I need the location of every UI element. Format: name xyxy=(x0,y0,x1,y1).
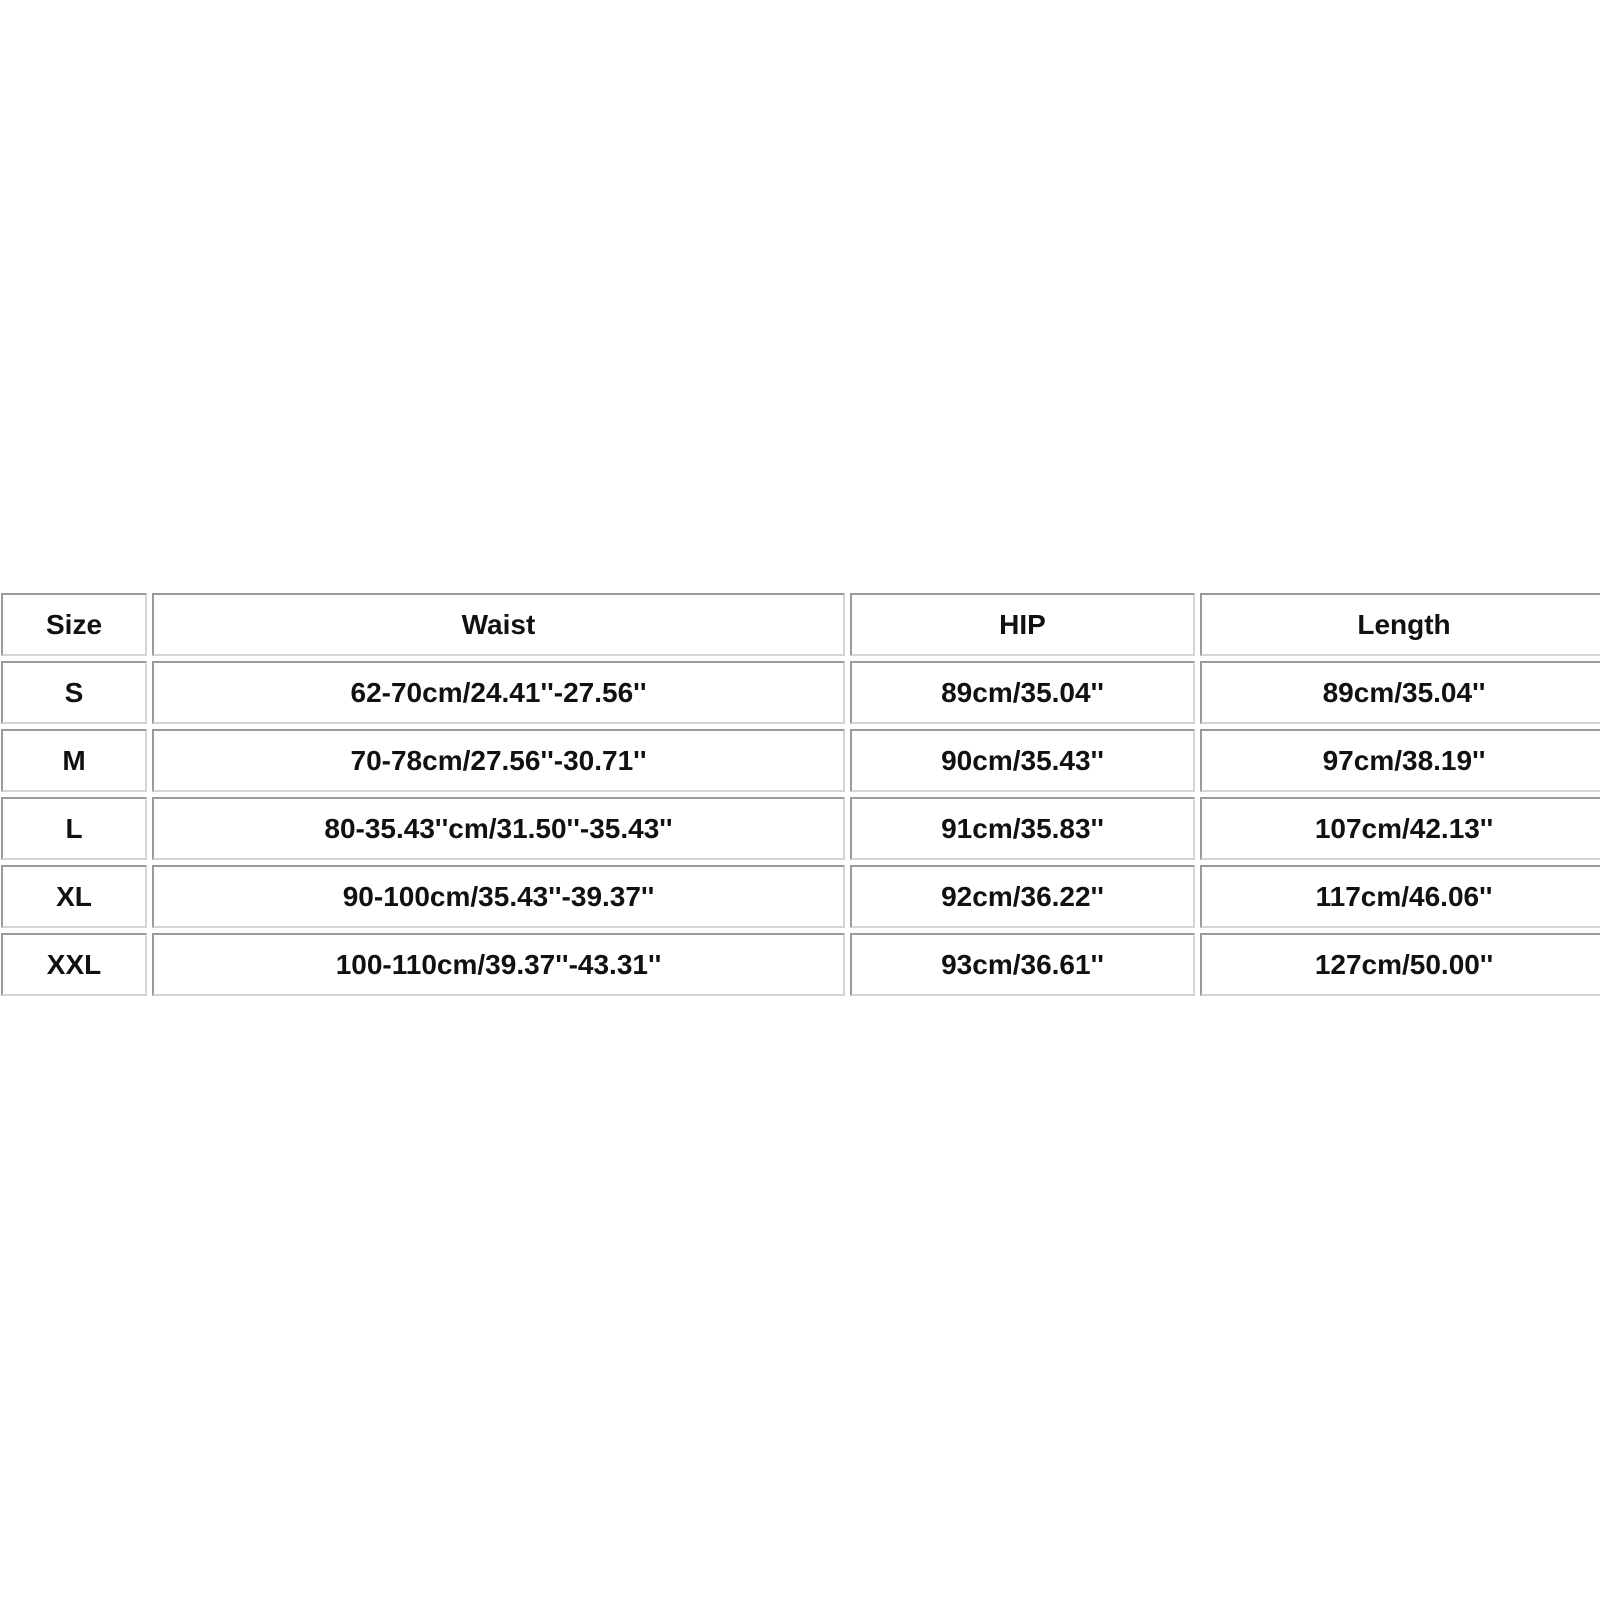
cell-hip: 93cm/36.61'' xyxy=(850,933,1195,996)
cell-length: 117cm/46.06'' xyxy=(1200,865,1600,928)
cell-length: 97cm/38.19'' xyxy=(1200,729,1600,792)
cell-waist: 90-100cm/35.43''-39.37'' xyxy=(152,865,845,928)
cell-size: M xyxy=(1,729,147,792)
cell-waist: 100-110cm/39.37''-43.31'' xyxy=(152,933,845,996)
table-row xyxy=(1,865,1600,928)
cell-size: S xyxy=(1,661,147,724)
table-header-row xyxy=(1,593,1600,656)
table-row xyxy=(1,661,1600,724)
header-length: Length xyxy=(1200,593,1600,656)
table-row xyxy=(1,797,1600,860)
header-hip: HIP xyxy=(850,593,1195,656)
cell-length: 107cm/42.13'' xyxy=(1200,797,1600,860)
table-row xyxy=(1,933,1600,996)
cell-length: 127cm/50.00'' xyxy=(1200,933,1600,996)
cell-length: 89cm/35.04'' xyxy=(1200,661,1600,724)
cell-size: XL xyxy=(1,865,147,928)
cell-size: L xyxy=(1,797,147,860)
header-waist: Waist xyxy=(152,593,845,656)
cell-waist: 70-78cm/27.56''-30.71'' xyxy=(152,729,845,792)
cell-hip: 90cm/35.43'' xyxy=(850,729,1195,792)
cell-waist: 80-35.43''cm/31.50''-35.43'' xyxy=(152,797,845,860)
cell-waist: 62-70cm/24.41''-27.56'' xyxy=(152,661,845,724)
cell-size: XXL xyxy=(1,933,147,996)
table-row xyxy=(1,729,1600,792)
size-chart-table xyxy=(0,588,1600,1001)
cell-hip: 91cm/35.83'' xyxy=(850,797,1195,860)
header-size: Size xyxy=(1,593,147,656)
cell-hip: 92cm/36.22'' xyxy=(850,865,1195,928)
cell-hip: 89cm/35.04'' xyxy=(850,661,1195,724)
